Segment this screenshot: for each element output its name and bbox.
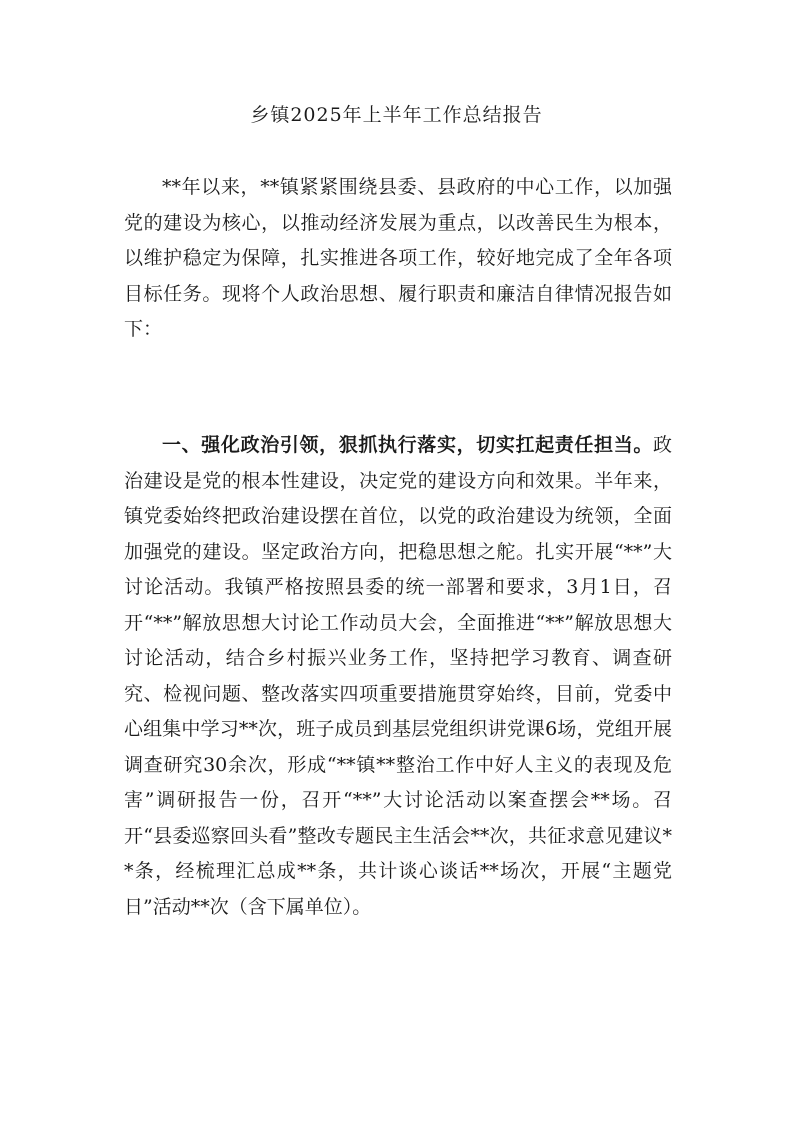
section-1-body: 政治建设是党的根本性建设，决定党的建设方向和效果。半年来，镇党委始终把政治建设摆在首位，以党的政治建设为统领，全面加强党的建设。坚定政治方向，把稳思想之舵。扎实开展“**”大讨论活动。我镇严格按照县委的统一部署和要求，3月1日，召开“**”解放思想大讨论工作动员大会，全面推进“**”解放思想大讨论活动，结合乡村振兴业务工作，坚持把学习教育、调查研究、检视问题、整改落实四项重要措施贯穿始终，目前，党委中心组集中学习**次，班子成员到基层党组织讲党课6场，党组开展调查研究30余次，形成“**镇**整治工作中好人主义的表现及危害”调研报告一份，召开“**”大讨论活动以案查摆会**场。召开“县委巡察回头看”整改专题民主生活会**次，共征求意见建议**条，经梳理汇总成**条，共计谈心谈话**场次，开展“主题党日”活动**次（含下属单位）。	[124, 434, 672, 918]
section-1-heading: 一、强化政治引领，狠抓执行落实，切实扛起责任担当。	[162, 434, 653, 456]
document-title: 乡镇2025年上半年工作总结报告	[250, 104, 543, 126]
section-1-paragraph	[124, 428, 672, 925]
intro-paragraph: **年以来，**镇紧紧围绕县委、县政府的中心工作，以加强党的建设为核心，以推动经济发展为重点，以改善民生为根本，以维护稳定为保障，扎实推进各项工作，较好地完成了全年各项目标任务。现将个人政治思想、履行职责和廉洁自律情况报告如下：	[124, 176, 672, 340]
